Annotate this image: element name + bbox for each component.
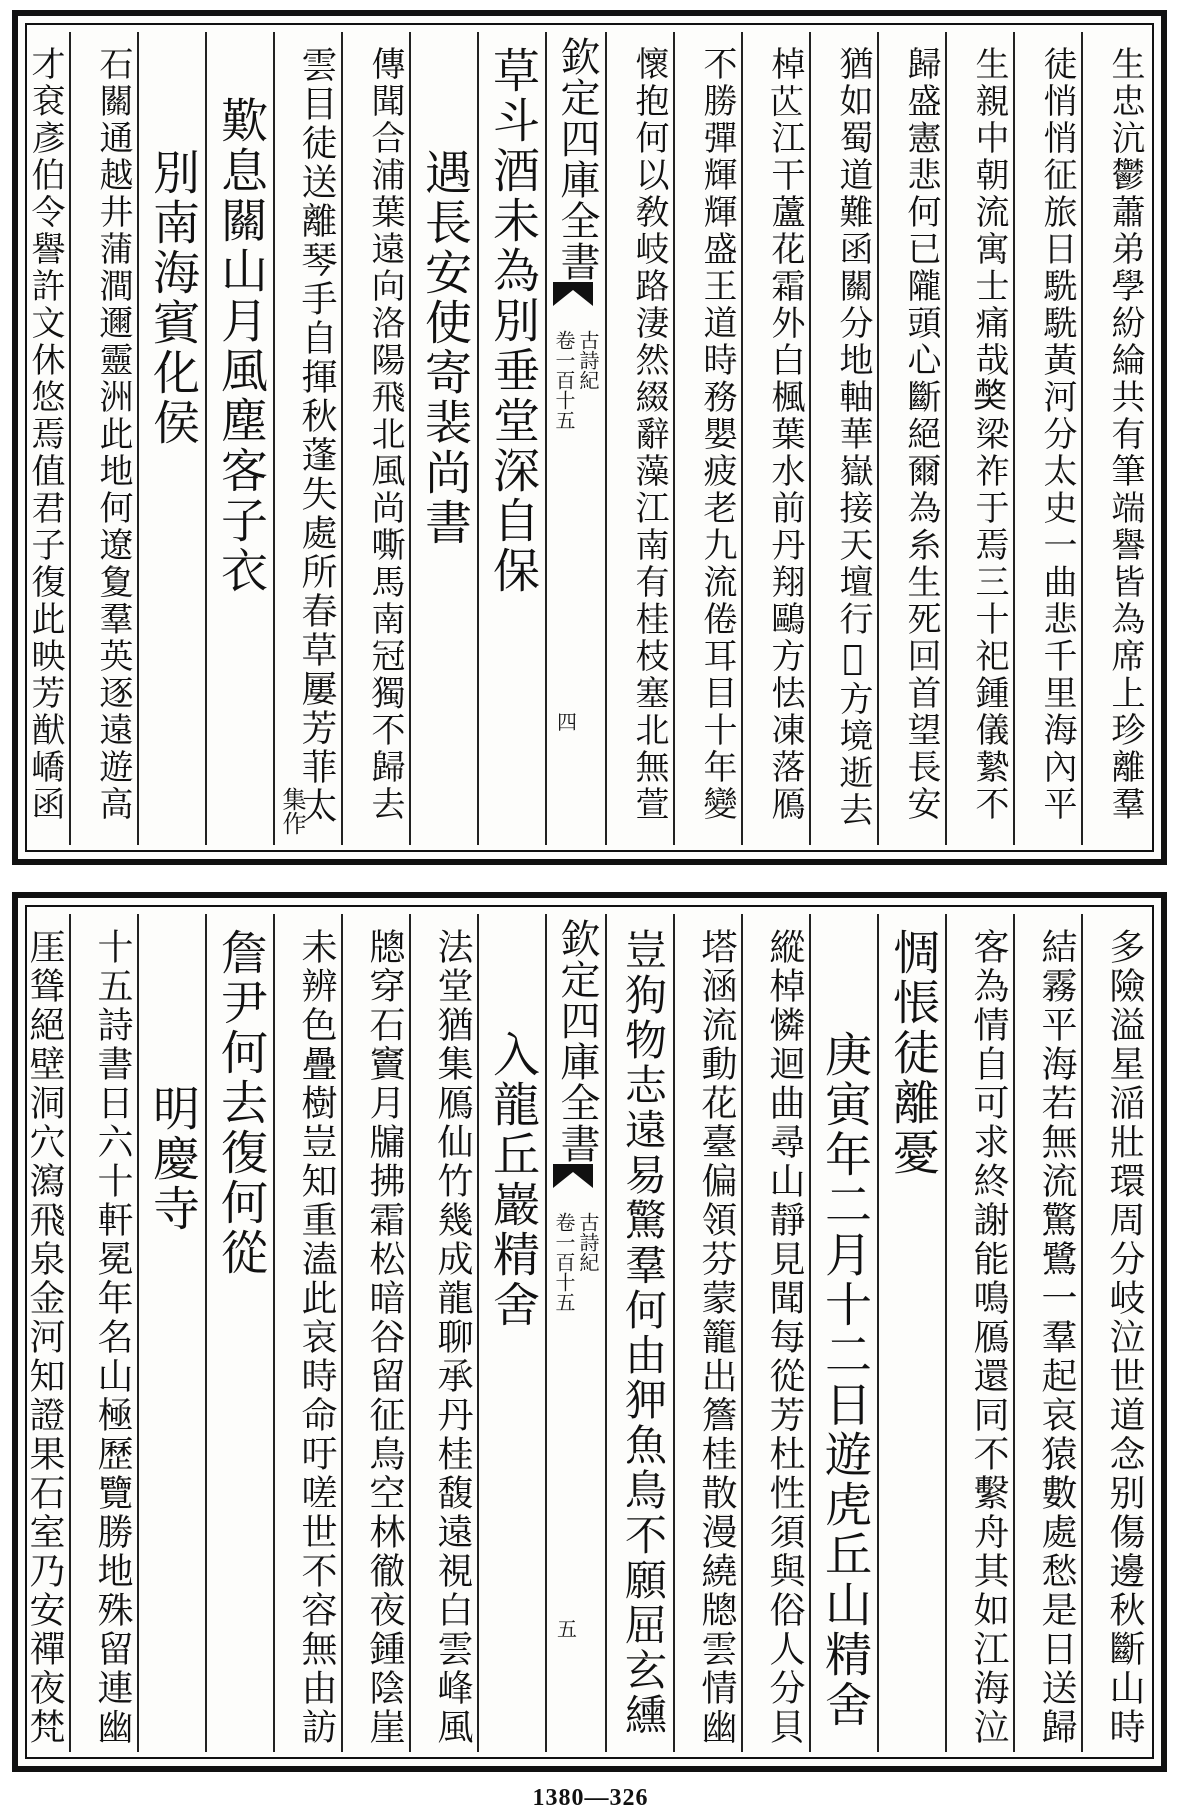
text-column xyxy=(205,914,273,1752)
poem-title: 別南海賓化侯 xyxy=(145,148,200,448)
column-text: 徒悄悄征旅日駪駪黃河分太史一曲悲千里海內平 xyxy=(1037,46,1077,823)
text-column xyxy=(137,32,205,845)
column-text: 不勝彈輝輝盛王道時務嬰疲老九流倦耳目十年變 xyxy=(697,46,737,823)
column-text: 歎息關山月風塵客子衣 xyxy=(213,96,268,596)
lower-page xyxy=(12,892,1167,1772)
fold-subtitle-work: 古詩紀 xyxy=(576,1212,600,1272)
fold-subtitle-volume: 卷一百十五 xyxy=(552,330,576,430)
page-number: 四 xyxy=(557,710,577,734)
column-text: 結霧平海若無流驚鷺一羣起哀猿數處愁是日送歸 xyxy=(1036,928,1077,1747)
text-column xyxy=(409,914,477,1752)
column-text: 縱棹憐迴曲尋山靜見聞每從芳杜性須與俗人分貝 xyxy=(764,928,805,1747)
column-text: 客為情自可求終謝能鳴鴈還同不繫舟其如江海泣 xyxy=(968,928,1009,1747)
column-text: 傳聞合浦葉遠向洛陽飛北風尚嘶馬南冠獨不歸去 xyxy=(365,46,405,823)
book-title: 欽定四庫全書 xyxy=(554,918,600,1164)
text-column xyxy=(741,914,809,1752)
column-text: 雲目徒送離琴手自揮秋蓬失處所春草屢芳菲太 xyxy=(296,46,337,826)
text-column xyxy=(945,32,1013,845)
column-text: 石關通越井蒲澗邇靈洲此地何遼夐羣英逐遠遊高 xyxy=(93,46,133,823)
poem-title: 庚寅年二月十二日遊虎丘山精舍 xyxy=(817,1030,872,1730)
text-column xyxy=(1081,32,1149,845)
column-text: 塔涵流動花臺偏領芬蒙籠出簷桂散漫繞牕雲情幽 xyxy=(696,928,737,1747)
fold-subtitle-work: 古詩紀 xyxy=(576,330,600,390)
text-column xyxy=(205,32,273,845)
text-column xyxy=(673,32,741,845)
text-column xyxy=(945,914,1013,1752)
fold-center-column xyxy=(545,32,605,845)
text-column xyxy=(273,32,341,845)
text-column xyxy=(341,32,409,845)
text-column xyxy=(809,32,877,845)
text-column xyxy=(809,914,877,1752)
column-text: 草斗酒未為別垂堂深自保 xyxy=(485,46,540,596)
footer-page-label: 1380—326 xyxy=(532,1785,649,1811)
text-column xyxy=(877,32,945,845)
column-text: 歸盛憲悲何已隴頭心斷絕爾為糸生死回首望長安 xyxy=(901,46,941,823)
text-column xyxy=(137,914,205,1752)
text-column xyxy=(673,914,741,1752)
column-text: 棹𦬆江干蘆花霜外白楓葉水前丹翔鷗方怯凍落鴈 xyxy=(765,46,805,823)
column-text: 詹尹何去復何從 xyxy=(213,928,268,1278)
text-column xyxy=(477,32,545,845)
text-column xyxy=(69,914,137,1752)
text-column xyxy=(877,914,945,1752)
column-text: 多險溢星㴞壯環周分岐泣世道念别傷邊秋斷山時 xyxy=(1104,928,1145,1747)
fold-subtitle-volume: 卷一百十五 xyxy=(552,1212,576,1312)
text-column xyxy=(1,914,69,1752)
upper-page-columns xyxy=(25,32,1149,845)
fishtail-mark-icon xyxy=(553,282,593,306)
text-column xyxy=(1013,32,1081,845)
lower-page-columns xyxy=(24,914,1149,1752)
column-text: 未辨色疊樹豈知重溘此哀時命吁嗟世不容無由訪 xyxy=(296,928,337,1747)
text-column xyxy=(605,914,673,1752)
text-column xyxy=(1013,914,1081,1752)
fold-center-column xyxy=(545,914,605,1752)
column-text: 猶如蜀道難函關分地軸華嶽接天壇行𤈆方境逝去 xyxy=(833,46,873,829)
column-text: 生忠沆鬱蕭弟學紛綸共有筆端譽皆為席上珍離羣 xyxy=(1105,46,1145,823)
column-text: 十五詩書日六十軒冕年名山極歷覽勝地殊留連幽 xyxy=(92,928,133,1747)
column-text: 生親中朝流寓士痛哉𡚁梁祚于焉三十祀鍾儀縶不 xyxy=(969,46,1009,823)
text-column xyxy=(477,914,545,1752)
book-title: 欽定四庫全書 xyxy=(554,36,600,282)
text-column xyxy=(605,32,673,845)
column-text: 才袞彥伯令譽許文休悠焉值君子復此映芳猷嶠函 xyxy=(25,46,65,823)
text-column xyxy=(1,32,69,845)
text-column xyxy=(273,914,341,1752)
text-column xyxy=(409,32,477,845)
column-text: 牕穿石竇月牖拂霜松暗谷留征鳥空林徹夜鍾陰崖 xyxy=(364,928,405,1747)
poem-title: 入龍丘巖精舍 xyxy=(485,1030,540,1330)
text-column xyxy=(1081,914,1149,1752)
column-text: 豈狗物志遠易驚羣何由狎魚鳥不願屈玄纁 xyxy=(619,928,668,1738)
text-column xyxy=(69,32,137,845)
fishtail-mark-icon xyxy=(553,1164,593,1188)
column-text: 法堂猶集鴈仙竹幾成龍聊承丹桂馥遠視白雲峰風 xyxy=(432,928,473,1747)
page-number: 五 xyxy=(557,1617,577,1641)
poem-title: 遇長安使寄裴尚書 xyxy=(417,148,472,548)
column-text: 厓聳絕壁洞穴瀉飛泉金河知證果石室乃安禪夜梵 xyxy=(24,928,65,1747)
poem-title: 明慶寺 xyxy=(145,1084,200,1234)
interlinear-note: 集作 xyxy=(278,787,306,835)
text-column xyxy=(741,32,809,845)
column-text: 惆悵徒離憂 xyxy=(885,928,940,1178)
column-text: 懷抱何以敎岐路淒然綴辭藻江南有桂枝塞北無萱 xyxy=(629,46,669,823)
upper-page xyxy=(12,10,1167,865)
text-column xyxy=(341,914,409,1752)
